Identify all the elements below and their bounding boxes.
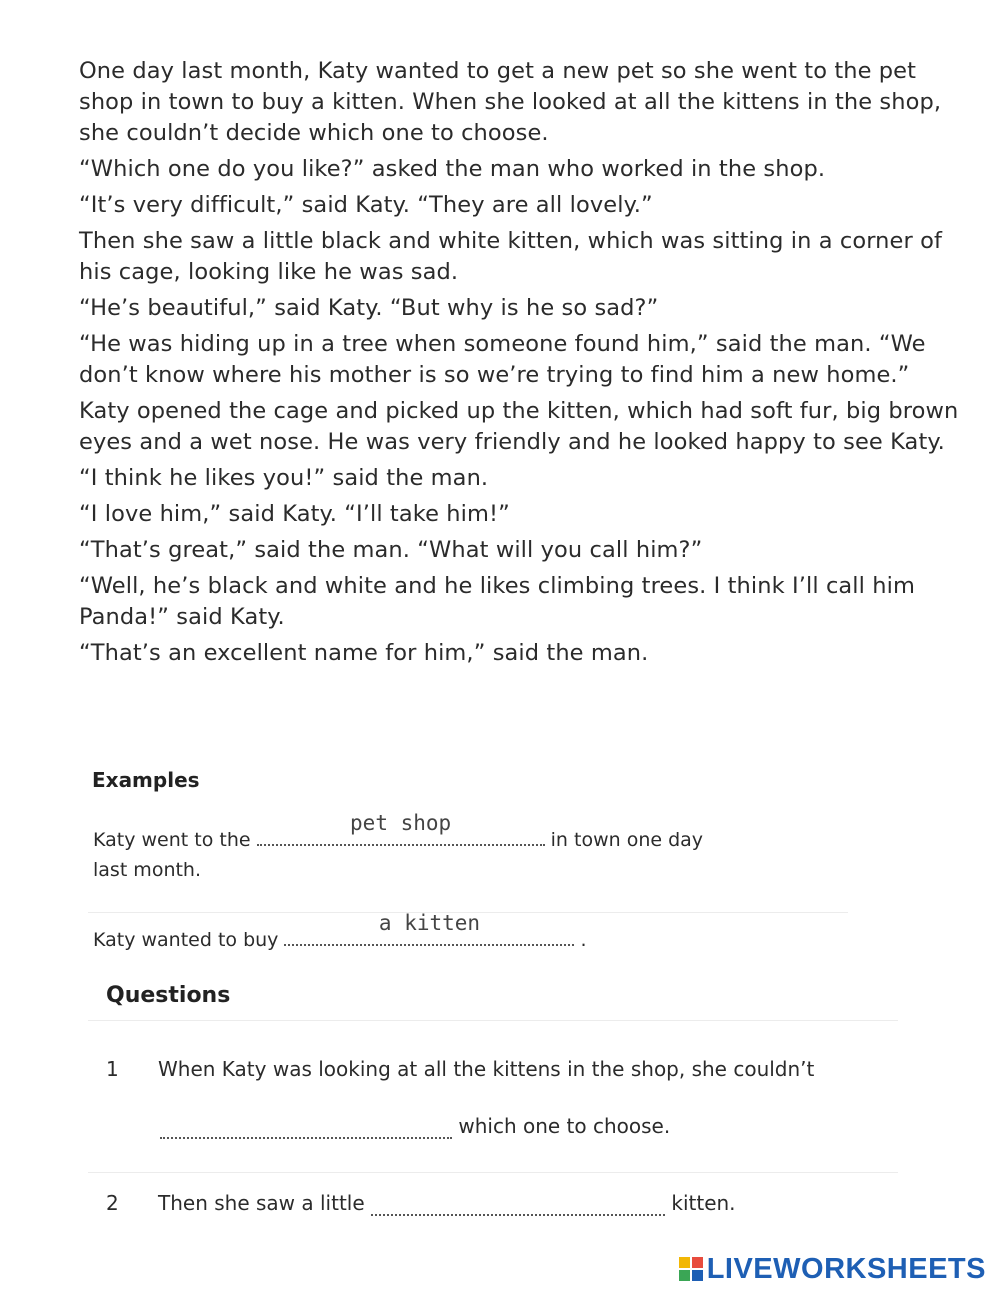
divider bbox=[88, 1020, 898, 1021]
story-paragraph: “That’s great,” said the man. “What will you call him?” bbox=[79, 537, 703, 563]
story-paragraph: “That’s an excellent name for him,” said the man. bbox=[79, 640, 649, 666]
divider bbox=[88, 1172, 898, 1173]
question-2-number: 2 bbox=[106, 1191, 119, 1215]
example-2-before: Katy wanted to buy bbox=[93, 929, 279, 951]
question-1-number: 1 bbox=[106, 1057, 119, 1081]
example-2-after: . bbox=[580, 929, 587, 951]
story-paragraph: Katy opened the cage and picked up the kitten, which had soft fur, big brown eyes and a wet nose. He was very friendly and he looked happy to see Katy. bbox=[79, 398, 959, 455]
story-paragraph: One day last month, Katy wanted to get a new pet so she went to the pet shop in town to buy a kitten. When she looked at all the kittens in the shop, she couldn’t decide which one to choose. bbox=[79, 58, 942, 146]
story-paragraph: Then she saw a little black and white kitten, which was sitting in a corner of his cage, looking like he was sad. bbox=[79, 228, 942, 285]
story-paragraph: “I think he likes you!” said the man. bbox=[79, 465, 489, 491]
example-2-blank bbox=[284, 911, 574, 946]
story-paragraph: “Well, he’s black and white and he likes climbing trees. I think I’ll call him Panda!” said Katy. bbox=[79, 573, 915, 630]
question-1-text: When Katy was looking at all the kittens in the shop, she couldn’t bbox=[158, 1057, 815, 1081]
question-2 bbox=[106, 1188, 736, 1218]
question-1-after: which one to choose. bbox=[458, 1114, 671, 1138]
questions-heading: Questions bbox=[106, 983, 231, 1008]
example-2-answer: a kitten bbox=[378, 911, 481, 935]
question-1-line-2 bbox=[160, 1111, 670, 1141]
story-paragraph: “Which one do you like?” asked the man who worked in the shop. bbox=[79, 156, 826, 182]
question-2-answer-field[interactable] bbox=[371, 1196, 665, 1216]
example-1-before: Katy went to the bbox=[93, 829, 251, 851]
question-1-answer-field[interactable] bbox=[160, 1119, 452, 1139]
story-paragraph: “I love him,” said Katy. “I’ll take him!” bbox=[79, 501, 510, 527]
example-1-continuation: last month. bbox=[93, 859, 202, 881]
logo-text: LIVEWORKSHEETS bbox=[706, 1252, 986, 1285]
example-1-blank bbox=[257, 811, 545, 846]
liveworksheets-logo bbox=[679, 1252, 986, 1286]
example-1-answer: pet shop bbox=[350, 811, 452, 835]
logo-mark-icon bbox=[679, 1257, 703, 1281]
question-2-before: Then she saw a little bbox=[158, 1191, 365, 1215]
story-paragraph: “He was hiding up in a tree when someone found him,” said the man. “We don’t know where his mother is so we’re trying to find him a new home.” bbox=[79, 331, 926, 388]
example-2 bbox=[93, 911, 587, 955]
question-2-after: kitten. bbox=[671, 1191, 736, 1215]
example-1 bbox=[93, 811, 704, 855]
example-1-after: in town one day bbox=[550, 829, 704, 851]
story-paragraph: “He’s beautiful,” said Katy. “But why is he so sad?” bbox=[79, 295, 659, 321]
story-paragraph: “It’s very difficult,” said Katy. “They are all lovely.” bbox=[79, 192, 653, 218]
examples-heading: Examples bbox=[92, 768, 200, 792]
question-1 bbox=[106, 1054, 814, 1084]
story-text bbox=[79, 56, 959, 674]
